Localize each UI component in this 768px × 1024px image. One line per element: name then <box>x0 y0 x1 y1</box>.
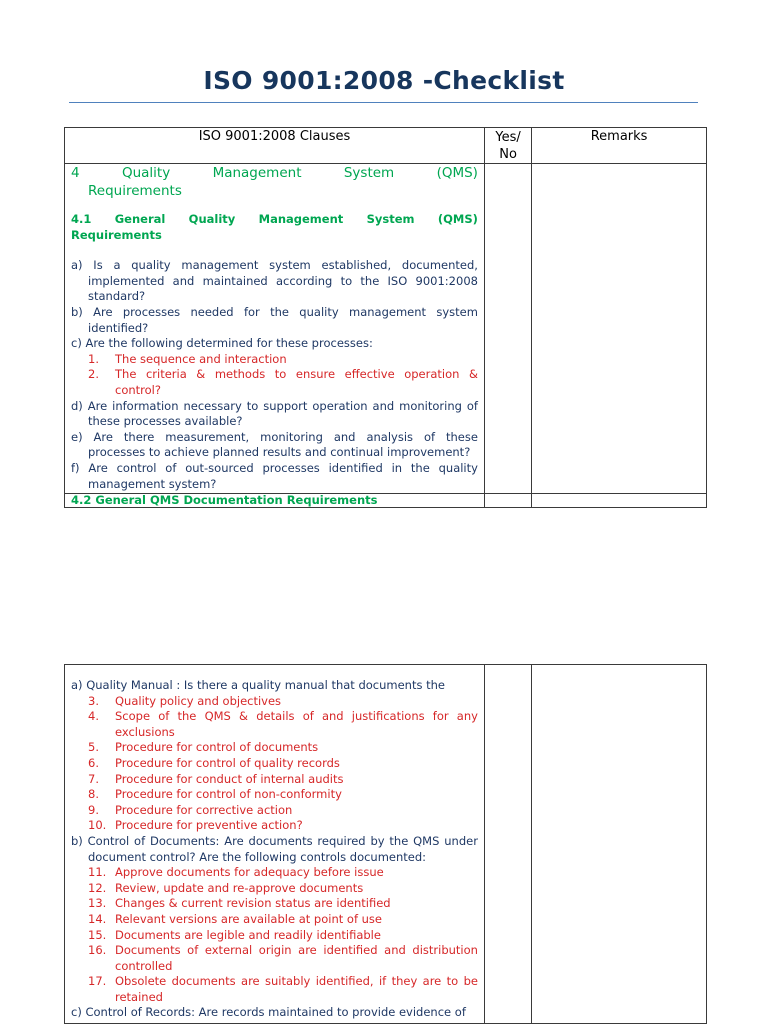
section-4-word: System <box>343 165 395 181</box>
table-header-row <box>65 128 707 164</box>
subitem-text: Obsolete documents are suitably identified, if they are to be retained <box>115 974 478 1004</box>
list-subitem <box>71 928 478 944</box>
yes-no-cell[interactable] <box>484 164 531 494</box>
subitem-number: 4. <box>88 709 99 724</box>
section-4-number: 4 <box>71 165 80 181</box>
clause-cell-documentation <box>65 665 485 1024</box>
remarks-header: Remarks <box>532 128 707 164</box>
list-item: f) Are control of out-sourced processes identified in the quality management system? <box>71 460 478 491</box>
page-title: ISO 9001:2008 -Checklist <box>203 66 565 95</box>
subitem-text: Approve documents for adequacy before issue <box>115 865 384 880</box>
title-underline <box>69 102 698 103</box>
list-subitem <box>71 772 478 788</box>
list-subitem <box>71 740 478 756</box>
subitem-text: Documents are legible and readily identifiable <box>115 927 381 942</box>
list-item: b) Control of Documents: Are documents required by the QMS under document control? Are the following controls documented: <box>71 833 478 864</box>
list-item: c) Are the following determined for these processes: <box>71 336 373 351</box>
clause-cell-section-4-2 <box>65 494 485 508</box>
subitem-number: 1. <box>88 351 99 366</box>
list-subitem <box>71 787 478 803</box>
remarks-cell[interactable] <box>532 494 707 508</box>
subitem-text: The criteria & methods to ensure effective operation & control? <box>115 367 478 397</box>
list-subitem <box>71 694 478 710</box>
checklist-table-1 <box>64 127 707 508</box>
yes-no-header: Yes/ No <box>484 128 531 164</box>
list-item: a) Is a quality management system established, documented, implemented and maintained according to the ISO 9001:2008 standard? <box>71 258 478 304</box>
subitem-number: 12. <box>88 880 107 895</box>
subitem-text: Documents of external origin are identified and distribution controlled <box>115 943 478 973</box>
subitem-text: Procedure for preventive action? <box>115 818 303 833</box>
subitem-text: Scope of the QMS & details of and justifications for any exclusions <box>115 709 478 739</box>
list-subitem <box>71 709 478 740</box>
list-subitem <box>71 943 478 974</box>
subitem-number: 15. <box>88 927 107 942</box>
table-row <box>65 665 707 1024</box>
list-subitem <box>71 881 478 897</box>
subitem-number: 14. <box>88 911 107 926</box>
list-subitem <box>71 896 478 912</box>
subitem-number: 11. <box>88 865 107 880</box>
subitem-text: The sequence and interaction <box>115 351 287 366</box>
subitem-number: 3. <box>88 693 99 708</box>
subitem-number: 7. <box>88 771 99 786</box>
section-4-1-word: (QMS) <box>437 212 478 226</box>
remarks-cell[interactable] <box>532 665 707 1024</box>
subitem-number: 8. <box>88 787 99 802</box>
subitem-number: 13. <box>88 896 107 911</box>
list-subitem <box>71 974 478 1005</box>
list-item: d) Are information necessary to support operation and monitoring of these processes available? <box>71 398 478 429</box>
section-4-1-word: Quality <box>188 212 236 226</box>
section-4-heading <box>71 164 478 200</box>
section-4-1-word: 4.1 <box>71 212 92 226</box>
subitem-number: 16. <box>88 943 107 958</box>
section-4-1-word: General <box>114 212 166 226</box>
yes-no-cell[interactable] <box>484 665 531 1024</box>
subitem-text: Procedure for control of non-conformity <box>115 787 342 802</box>
section-4-heading-line2: Requirements <box>88 183 182 199</box>
clauses-header: ISO 9001:2008 Clauses <box>65 128 485 164</box>
list-subitem <box>71 912 478 928</box>
section-4-word: Quality <box>121 165 171 181</box>
subitem-text: Procedure for control of documents <box>115 740 319 755</box>
subitem-text: Relevant versions are available at point of use <box>115 911 382 926</box>
list-subitem <box>71 756 478 772</box>
subitem-number: 6. <box>88 755 99 770</box>
subitem-text: Changes & current revision status are identified <box>115 896 391 911</box>
subitem-number: 2. <box>88 367 99 382</box>
table-row <box>65 494 707 508</box>
checklist-table-2 <box>64 664 707 1024</box>
section-4-1-word: System <box>366 212 415 226</box>
subitem-text: Procedure for corrective action <box>115 802 293 817</box>
section-4-1-word: Management <box>258 212 344 226</box>
subitem-text: Review, update and re-approve documents <box>115 880 364 895</box>
clause-cell-section-4 <box>65 164 485 494</box>
remarks-cell[interactable] <box>532 164 707 494</box>
subitem-text: Procedure for conduct of internal audits <box>115 771 344 786</box>
list-subitem <box>71 865 478 881</box>
list-item: b) Are processes needed for the quality management system identified? <box>71 304 478 335</box>
list-subitem <box>71 352 478 368</box>
section-4-1-heading-line2: Requirements <box>71 227 162 242</box>
subitem-number: 17. <box>88 974 107 989</box>
list-item: c) Control of Records: Are records maintained to provide evidence of <box>71 1005 466 1020</box>
section-4-word: (QMS) <box>436 165 478 181</box>
section-4-2-heading: 4.2 General QMS Documentation Requirements <box>71 493 378 508</box>
section-4-1-heading <box>71 212 478 243</box>
subitem-text: Quality policy and objectives <box>115 693 282 708</box>
subitem-number: 10. <box>88 818 107 833</box>
list-subitem <box>71 818 478 834</box>
list-subitem <box>71 803 478 819</box>
list-item: a) Quality Manual : Is there a quality manual that documents the <box>71 678 446 692</box>
section-4-word: Management <box>212 165 302 181</box>
list-subitem <box>71 367 478 398</box>
subitem-number: 9. <box>88 802 99 817</box>
yes-no-cell[interactable] <box>484 494 531 508</box>
subitem-text: Procedure for control of quality records <box>115 755 340 770</box>
list-item: e) Are there measurement, monitoring and analysis of these processes to achieve planned results and continual improvement? <box>71 429 478 460</box>
subitem-number: 5. <box>88 740 99 755</box>
table-row <box>65 164 707 494</box>
